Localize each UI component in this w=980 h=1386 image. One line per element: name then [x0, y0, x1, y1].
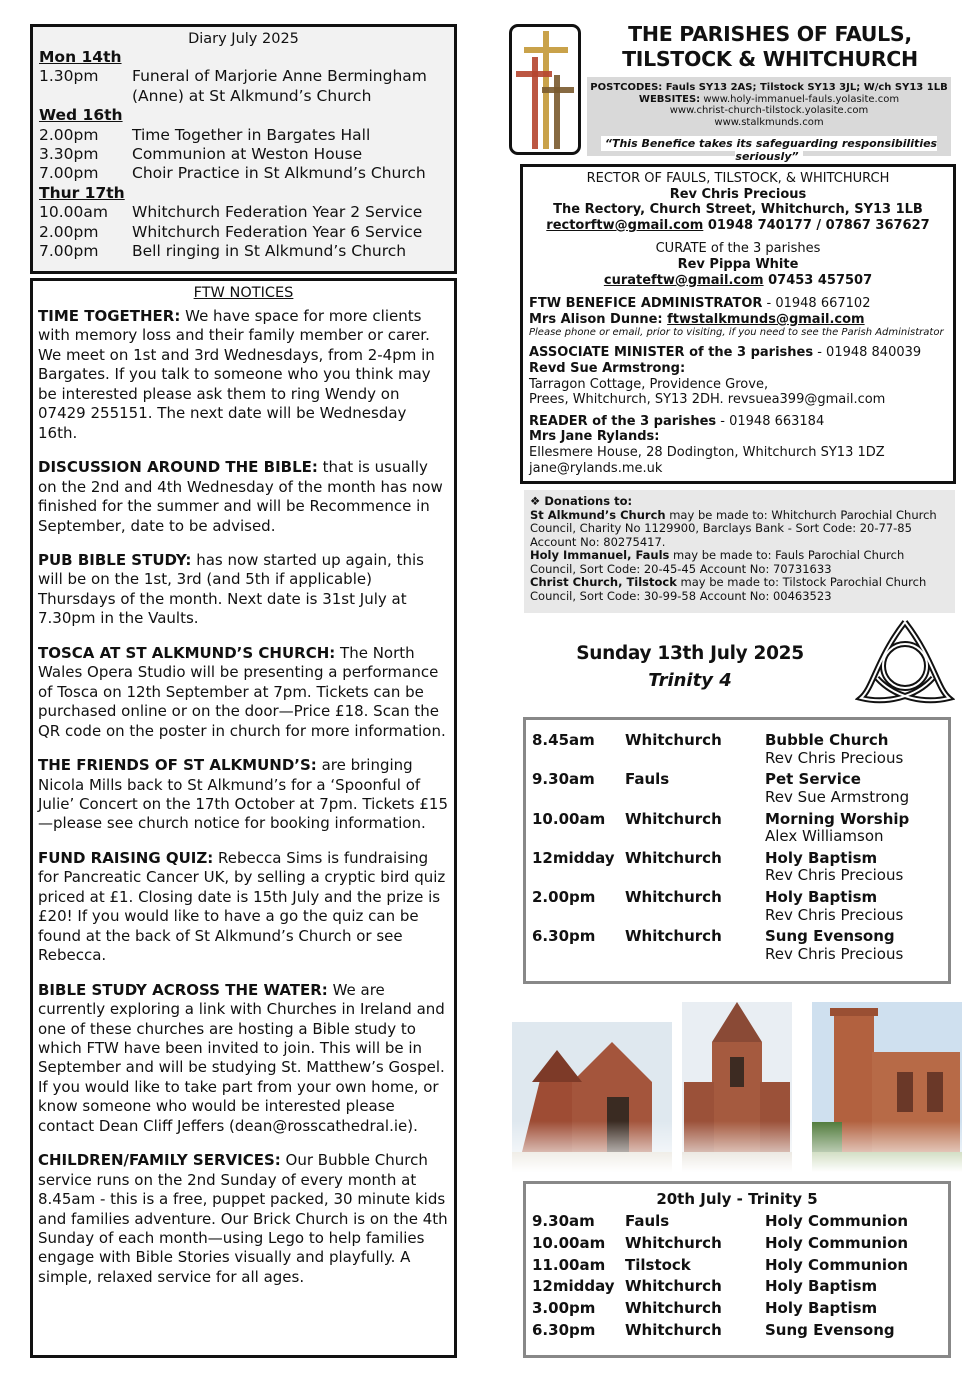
associate-address-2: Prees, Whitchurch, SY13 2DH. revsuea399@gmail.com [529, 392, 886, 408]
notice-item [38, 458, 449, 536]
event-time: 7.00pm [39, 164, 99, 183]
service-time: 10.00am [532, 809, 606, 828]
service-name: Pet Service [765, 770, 861, 789]
next-service-time: 3.00pm [532, 1299, 596, 1318]
notice-heading: FUND RAISING QUIZ: [38, 848, 214, 867]
notices-title: FTW NOTICES [193, 285, 294, 301]
reader-name: Mrs Jane Rylands: [529, 429, 660, 445]
contacts-box [520, 164, 956, 484]
donations-list [530, 509, 949, 604]
donations-title: Donations to: [544, 494, 633, 508]
diary-day: Mon 14th [39, 48, 122, 66]
service-name: Holy Baptism [765, 888, 878, 907]
service-place: Whitchurch [625, 809, 722, 828]
curate-phone: 07453 457507 [763, 272, 873, 288]
admin-title: FTW BENEFICE ADMINISTRATOR [529, 296, 763, 312]
rector-address: The Rectory, Church Street, Whitchurch, SY13 1LB [553, 202, 923, 218]
next-service-row [532, 1298, 942, 1320]
next-service-row [532, 1233, 942, 1255]
service-name: Holy Baptism [765, 848, 878, 867]
service-time: 6.30pm [532, 927, 596, 946]
website-3[interactable]: www.stalkmunds.com [714, 116, 824, 128]
service-leader: Alex Williamson [765, 827, 884, 846]
next-services-list [532, 1211, 942, 1342]
websites-label: WEBSITES: [638, 93, 701, 105]
notice-item [38, 644, 449, 741]
crosses-logo [509, 24, 581, 155]
postcodes-websites-box [587, 77, 951, 134]
event-time: 7.00pm [39, 242, 99, 261]
event-time: 3.30pm [39, 145, 99, 164]
admin-note: Please phone or email, prior to visiting, if you need to see the Parish Administrator [529, 327, 944, 339]
notice-body: We have space for more clients with memory loss and their family member or carer. We meet on 1st and 3rd Wednesdays, from 2-4pm in Bargates. If you talk to someone who you think may be interested please ask them to ring Wendy on 07429 255151. The next date will be Wednesday 16th. [38, 307, 435, 442]
sunday-date: Sunday 13th July 2025 [576, 643, 804, 664]
diary-day: Wed 16th [39, 106, 123, 125]
service-leader: Rev Sue Armstrong [765, 787, 910, 806]
next-sunday-box [523, 1181, 951, 1358]
title-line-2: TILSTOCK & WHITCHURCH [622, 47, 918, 71]
event-description: Choir Practice in St Alkmund’s Church [132, 164, 426, 183]
donation-details: may be made to: Whitchurch Parochial Church Council, Charity No 1129900, Barclays Bank - Sort Code: 20-77-85 Account No: 80275417. [530, 507, 937, 549]
event-description: Whitchurch Federation Year 6 Service [132, 222, 423, 241]
notice-heading: TOSCA AT ST ALKMUND’S CHURCH: [38, 643, 336, 662]
service-name: Morning Worship [765, 809, 910, 828]
next-service-name: Holy Baptism [765, 1277, 878, 1296]
next-service-place: Tilstock [625, 1255, 691, 1274]
red-cross-horizontal [516, 71, 552, 77]
crosses-icon [512, 27, 578, 152]
notice-body: Rebecca Sims is fundraising for Pancreatic Cancer UK, by selling a cryptic bird quiz priced at £1. Closing date is 15th July and the prize is £20! If you would like to have a go the quiz can be found at the back of St Alkmund’s Church or see Rebecca. [38, 848, 446, 965]
notice-item [38, 307, 449, 443]
service-leader: Rev Chris Precious [765, 944, 904, 963]
rector-name: Rev Chris Precious [669, 186, 807, 202]
ftw-notices-box [30, 278, 457, 1358]
sunday-trinity: Trinity 4 [648, 670, 732, 691]
associate-title: ASSOCIATE MINISTER of the 3 parishes [529, 345, 814, 361]
sunday-heading [560, 643, 820, 691]
associate-address-1: Tarragon Cottage, Providence Grove, [529, 376, 769, 392]
diary-event [39, 223, 448, 242]
next-service-name: Holy Communion [765, 1233, 909, 1252]
donation-details: may be made to: Fauls Parochial Church Council, Sort Code: 20-45-45 Account No: 70731633 [530, 548, 905, 576]
rector-phone: 01948 740177 / 07867 367627 [703, 217, 930, 233]
curate-name: Rev Pippa White [677, 256, 799, 272]
notice-item [38, 849, 449, 966]
service-place: Whitchurch [625, 731, 722, 749]
notice-body: We are currently exploring a link with Churches in Ireland and one of these churches are hosting a Bible study to which FTW have been invited to join. This will be in September and will be studying St. Matthew’s Gospel. If you would like to take part from your own home, or know someone who would be interested please contact Dean Cliff Jeffers (dean@rosscathedral.ie). [38, 980, 445, 1135]
gold-cross-horizontal [524, 47, 568, 53]
service-name: Bubble Church [765, 731, 889, 749]
service-leader: Rev Chris Precious [765, 905, 904, 924]
parish-title [590, 22, 950, 72]
event-description: Bell ringing in St Alkmund’s Church [132, 242, 407, 261]
notice-item [38, 981, 449, 1137]
safeguarding-banner [587, 134, 951, 163]
service-time: 9.30am [532, 770, 595, 789]
brown-cross-vertical [554, 75, 560, 149]
admin-name: Mrs Alison Dunne: [529, 311, 668, 327]
service-detail [765, 928, 942, 967]
service-leader: Rev Chris Precious [765, 748, 904, 767]
next-service-row [532, 1320, 942, 1342]
next-service-place: Fauls [625, 1212, 670, 1230]
diary-list [39, 48, 448, 261]
diary-box [30, 24, 457, 274]
red-cross-vertical [532, 57, 538, 149]
service-row [532, 811, 942, 850]
next-service-name: Holy Communion [765, 1255, 909, 1274]
associate-phone: - 01948 840039 [813, 345, 922, 361]
diary-event [39, 67, 448, 106]
notice-body: Our Bubble Church service runs on the 2nd Sunday of every month at 8.45am - this is a free, puppet packed, 30 minute kids and families adventure. Our Brick Church is on the 4th Sunday of each month—using Lego to help families engage with Bible Stories visually and playfully. A simple, relaxed service for all ages. [38, 1151, 448, 1286]
diary-day: Thur 17th [39, 183, 125, 202]
next-service-name: Sung Evensong [765, 1320, 895, 1339]
donation-church: Christ Church, Tilstock [530, 575, 677, 589]
reader-address: Ellesmere House, 28 Dodington, Whitchurch SY13 1DZ [529, 444, 885, 460]
donation-church: St Alkmund’s Church [530, 507, 666, 522]
next-service-place: Whitchurch [625, 1299, 722, 1318]
service-time: 2.00pm [532, 888, 596, 907]
notice-heading: TIME TOGETHER: [38, 307, 181, 325]
brown-cross-horizontal [542, 87, 574, 93]
title-line-1: THE PARISHES OF FAULS, [628, 22, 912, 46]
diary-event [39, 203, 448, 222]
next-service-place: Whitchurch [625, 1233, 722, 1252]
donation-details: may be made to: Tilstock Parochial Church Council, Sort Code: 30-99-58 Account No: 00463523 [530, 575, 927, 603]
notice-item [38, 551, 449, 629]
service-time: 12midday [532, 848, 615, 867]
service-row [532, 771, 942, 810]
service-detail [765, 732, 942, 771]
diary-event [39, 164, 448, 183]
next-service-time: 12midday [532, 1277, 615, 1296]
postcodes-text: POSTCODES: Fauls SY13 2AS; Tilstock SY13 3JL; W/ch SY13 1LB [590, 82, 948, 93]
notice-item [38, 1151, 449, 1287]
event-time: 10.00am [39, 203, 108, 222]
notice-body: are bringing Nicola Mills back to St Alkmund’s for a ‘Spoonful of Julie’ Concert on the 17th October at 7pm. Tickets £15—please see church notice for booking information. [38, 756, 449, 833]
notice-heading: PUB BIBLE STUDY: [38, 550, 192, 569]
admin-email[interactable]: ftwstalkmunds@gmail.com [667, 311, 865, 327]
donation-item [530, 509, 949, 550]
reader-title: READER of the 3 parishes [529, 413, 717, 429]
event-time: 2.00pm [39, 222, 99, 241]
services-list [532, 732, 942, 968]
notice-item [38, 756, 449, 834]
service-place: Whitchurch [625, 927, 722, 946]
service-detail [765, 771, 942, 810]
reader-phone: - 01948 663184 [716, 413, 825, 429]
service-leader: Rev Chris Precious [765, 866, 904, 885]
event-description: Communion at Weston House [132, 145, 363, 164]
service-time: 8.45am [532, 731, 595, 749]
curate-title: CURATE of the 3 parishes [655, 241, 821, 257]
associate-name: Revd Sue Armstrong: [529, 360, 686, 376]
next-service-name: Holy Communion [765, 1212, 909, 1230]
notice-heading: THE FRIENDS OF ST ALKMUND’S: [38, 756, 317, 775]
service-detail [765, 850, 942, 889]
next-service-time: 11.00am [532, 1255, 606, 1274]
rector-title: RECTOR OF FAULS, TILSTOCK, & WHITCHURCH [586, 171, 890, 186]
notices-list [38, 307, 449, 1287]
donation-church: Holy Immanuel, Fauls [530, 548, 670, 562]
service-place: Fauls [625, 770, 670, 789]
service-detail [765, 811, 942, 850]
service-detail [765, 889, 942, 928]
service-row [532, 889, 942, 928]
safeguarding-text: “This Benefice takes its safeguarding responsibilities seriously” [601, 136, 937, 164]
diary-event [39, 242, 448, 261]
service-row [532, 928, 942, 967]
rector-email[interactable]: rectorftw@gmail.com [546, 217, 704, 233]
next-service-time: 6.30pm [532, 1320, 596, 1339]
diary-event [39, 126, 448, 145]
next-sunday-title: 20th July - Trinity 5 [656, 1190, 818, 1208]
next-service-row [532, 1276, 942, 1298]
website-1[interactable]: www.holy-immanuel-fauls.yolasite.com [703, 93, 900, 105]
event-description: Time Together in Bargates Hall [132, 125, 371, 144]
service-name: Sung Evensong [765, 927, 895, 946]
service-row [532, 850, 942, 889]
curate-email[interactable]: curateftw@gmail.com [603, 272, 764, 288]
service-row [532, 732, 942, 771]
notice-heading: BIBLE STUDY ACROSS THE WATER: [38, 980, 328, 999]
service-place: Whitchurch [625, 848, 722, 867]
sunday-services-box [523, 717, 951, 984]
next-service-place: Whitchurch [625, 1320, 722, 1339]
donations-box [524, 490, 955, 613]
notice-body: has now started up again, this will be on the 1st, 3rd (and 5th if applicable) Thursdays of the month. Next date is 31st July at 7.30pm in the Vaults. [38, 550, 424, 628]
notice-body: The North Wales Opera Studio will be presenting a performance of Tosca on 12th September at 7pm. Tickets can be purchased online or on the door—Price £18. Scan the QR code on the poster in church for more information. [38, 643, 446, 740]
event-description: Whitchurch Federation Year 2 Service [132, 203, 423, 222]
notice-heading: CHILDREN/FAMILY SERVICES: [38, 1151, 281, 1170]
service-place: Whitchurch [625, 888, 722, 907]
next-service-time: 9.30am [532, 1212, 595, 1230]
notice-body: that is usually on the 2nd and 4th Wednesday of the month has now finished for the summer and will be Recommence in September, date to be advised. [38, 458, 443, 535]
notice-heading: DISCUSSION AROUND THE BIBLE: [38, 458, 318, 477]
admin-phone: - 01948 667102 [762, 296, 871, 312]
reader-email[interactable]: jane@rylands.me.uk [529, 460, 663, 476]
donation-item [530, 576, 949, 603]
triquetra-icon [855, 618, 955, 706]
event-time: 2.00pm [39, 125, 99, 144]
donations-bullet-icon: ❖ [530, 494, 541, 508]
diary-title: Diary July 2025 [188, 31, 299, 47]
next-service-row [532, 1211, 942, 1233]
next-service-time: 10.00am [532, 1233, 606, 1252]
church-photos [512, 1002, 962, 1172]
event-description: Funeral of Marjorie Anne Bermingham (Anne) at St Alkmund’s Church [132, 67, 427, 105]
website-2[interactable]: www.christ-church-tilstock.yolasite.com [669, 105, 869, 117]
next-service-place: Whitchurch [625, 1277, 722, 1296]
donation-item [530, 549, 949, 576]
next-service-row [532, 1255, 942, 1277]
event-time: 1.30pm [39, 67, 99, 86]
diary-event [39, 145, 448, 164]
next-service-name: Holy Baptism [765, 1299, 878, 1318]
